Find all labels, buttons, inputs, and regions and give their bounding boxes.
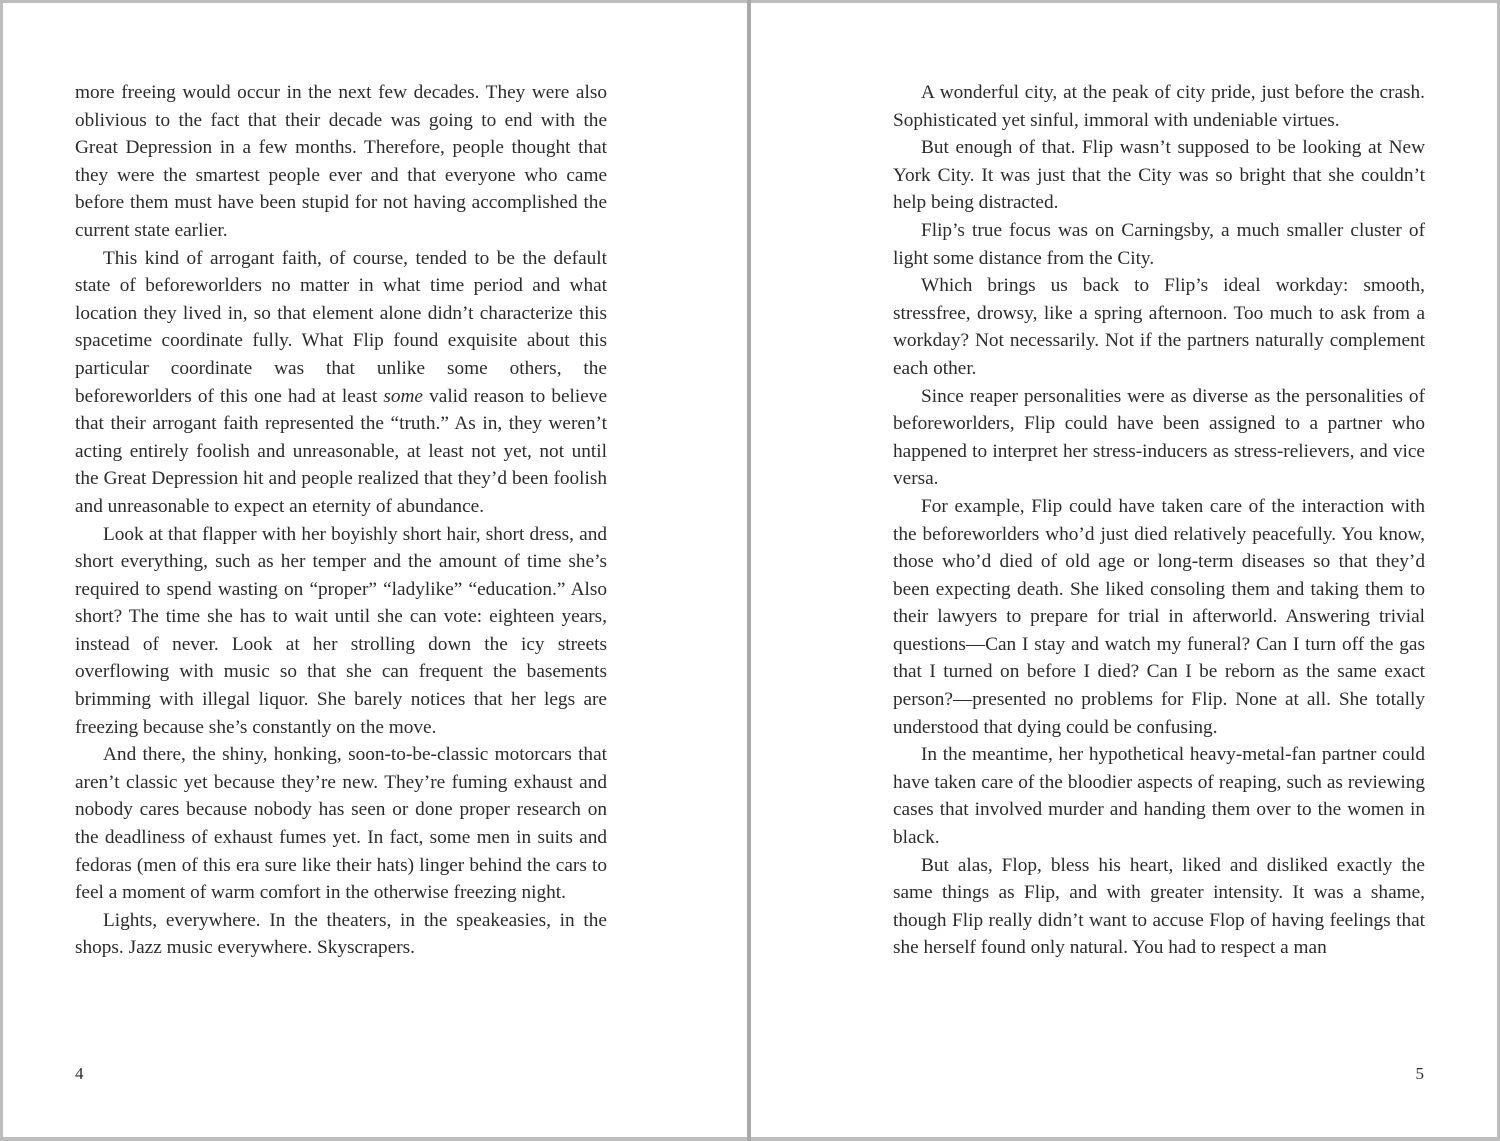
paragraph: Since reaper personalities were as diverse as the personalities of beforeworlders, Flip could have been assigned to a partner who happened to interpret her stress-inducers as stress-relievers, and vice versa. [893, 385, 1425, 490]
paragraph-part: This kind of arrogant faith, of course, tended to be the default state of beforeworlders no matter in what time period and what location they lived in, so that element alone didn’t characterize this spacetime coordinate fully. What Flip found exquisite about this particular coordinate was that unlike some others, the beforeworlders of this one had at least [75, 247, 607, 407]
right-page-text [893, 79, 1425, 962]
paragraph: more freeing would occur in the next few decades. They were also oblivious to the fact that their decade was going to end with the Great Depression in a few months. Therefore, people thought that they were the smartest people ever and that everyone who came before them must have been stupid for not having accomplished the current state earlier. [75, 82, 607, 241]
paragraph: But enough of that. Flip wasn’t supposed to be looking at New York City. It was just that the City was so bright that she couldn’t help being distracted. [893, 137, 1425, 214]
paragraph: For example, Flip could have taken care of the interaction with the beforeworlders who’d just died relatively peacefully. You know, those who’d died of old age or long-term diseases so that they’d been expecting death. She liked consoling them and taking them to their lawyers to prepare for trial in afterworld. Answering trivial questions—Can I stay and watch my funeral? Can I turn off the gas that I turned on before I died? Can I be reborn as the same exact person?—presented no problems for Flip. None at all. She totally understood that dying could be confusing. [893, 495, 1425, 738]
paragraph: A wonderful city, at the peak of city pride, just before the crash. Sophisticated yet sinful, immoral with undeniable virtues. [893, 82, 1425, 131]
paragraph: But alas, Flop, bless his heart, liked and disliked exactly the same things as Flip, and with greater intensity. It was a shame, though Flip really didn’t want to accuse Flop of having feelings that she herself found only natural. You had to respect a man [893, 854, 1425, 959]
paragraph: And there, the shiny, honking, soon-to-be-classic motorcars that aren’t classic yet because they’re new. They’re fuming exhaust and nobody cares because nobody has seen or done proper research on the deadliness of exhaust fumes yet. In fact, some men in suits and fedoras (men of this era sure like their hats) linger behind the cars to feel a moment of warm comfort in the otherwise freezing night. [75, 744, 607, 904]
paragraph: Which brings us back to Flip’s ideal workday: smooth, stressfree, drowsy, like a spring afternoon. Too much to ask from a workday? Not necessarily. Not if the partners naturally complement each other. [893, 275, 1425, 379]
right-page [751, 3, 1497, 1137]
italic-emphasis: some [383, 385, 423, 407]
paragraph [75, 245, 607, 521]
paragraph: Flip’s true focus was on Carningsby, a much smaller cluster of light some distance from the City. [893, 219, 1425, 269]
paragraph: In the meantime, her hypothetical heavy-metal-fan partner could have taken care of the bloodier aspects of reaping, such as reviewing cases that involved murder and handing them over to the women in black. [893, 744, 1425, 849]
page-number-left: 4 [75, 1064, 84, 1083]
left-page [3, 3, 747, 1137]
left-page-text [75, 79, 607, 962]
page-number-right: 5 [1415, 1064, 1424, 1083]
paragraph: Lights, everywhere. In the theaters, in the speakeasies, in the shops. Jazz music everywhere. Skyscrapers. [75, 909, 607, 959]
paragraph: Look at that flapper with her boyishly short hair, short dress, and short everything, such as her temper and the amount of time she’s required to spend wasting on “proper” “ladylike” “education.” Also short? The time she has to wait until she can vote: eighteen years, instead of never. Look at her strolling down the icy streets overflowing with music so that she can frequent the basements brimming with illegal liquor. She barely notices that her legs are freezing because she’s constantly on the move. [75, 523, 607, 738]
paragraph-part: valid reason to believe that their arrogant faith represented the “truth.” As in, they weren’t acting entirely foolish and unreasonable, at least not yet, not until the Great Depression hit and people realized that they’d been foolish and unreasonable to expect an eternity of abundance. [75, 385, 607, 517]
